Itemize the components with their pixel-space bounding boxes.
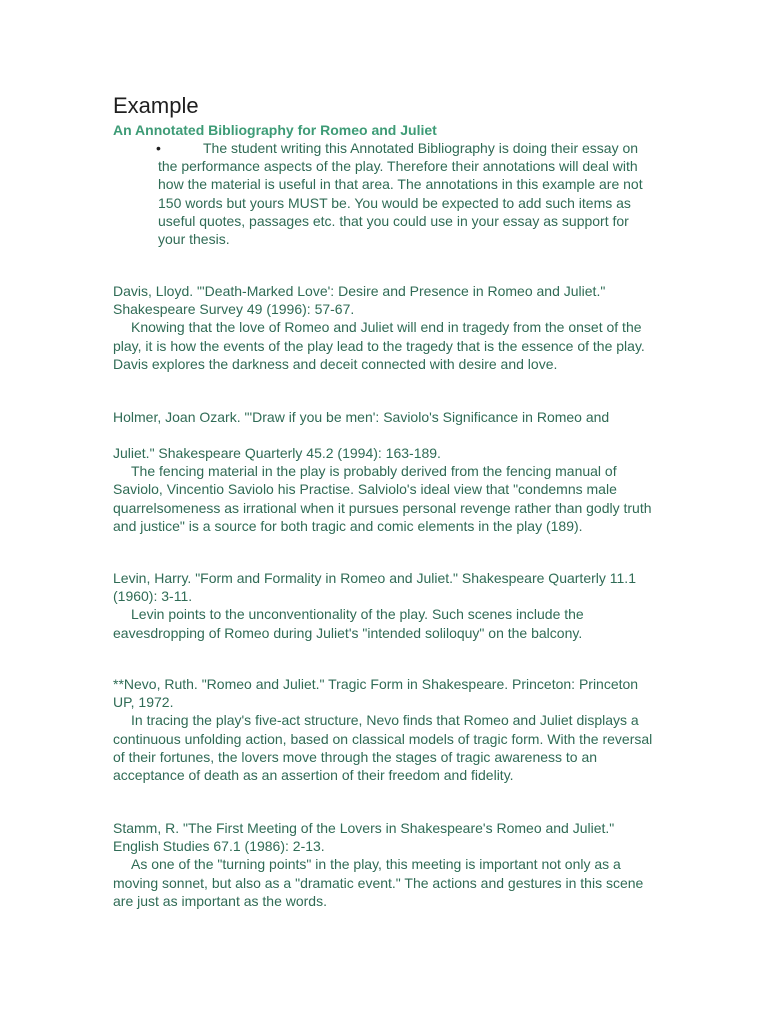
bibliography-entry-levin — [113, 569, 658, 642]
instruction-note — [158, 139, 658, 248]
entry-citation: Levin, Harry. "Form and Formality in Romeo and Juliet." Shakespeare Quarterly 11.1 (1960): 3-11. — [113, 570, 636, 605]
entry-citation: Juliet." Shakespeare Quarterly 45.2 (1994): 163-189. — [113, 445, 441, 461]
entry-annotation: In tracing the play's five-act structure, Nevo finds that Romeo and Juliet displays a continuous unfolding action, based on classical models of tragic form. With the reversal of their fortunes, the lovers move through the stages of tragic awareness to an acceptance of death as an assertion of their freedom and fidelity. — [113, 712, 653, 784]
entry-citation: **Nevo, Ruth. "Romeo and Juliet." Tragic Form in Shakespeare. Princeton: Princeton UP, 1972. — [113, 676, 639, 711]
entry-annotation: Knowing that the love of Romeo and Juliet will end in tragedy from the onset of the play, it is how the events of the play lead to the tragedy that is the essence of the play. Davis explores the darkness and deceit connected with desire and love. — [113, 319, 645, 372]
bibliography-entry-holmer — [113, 444, 658, 535]
bibliography-entry-nevo — [113, 675, 658, 784]
entry-annotation: As one of the "turning points" in the play, this meeting is important not only as a moving sonnet, but also as a "dramatic event." The actions and gestures in this scene are just as important as the words. — [113, 856, 644, 909]
bullet-marker: • — [156, 140, 161, 156]
entry-annotation: Levin points to the unconventionality of the play. Such scenes include the eavesdropping of Romeo during Juliet's "intended soliloquy" on the balcony. — [113, 606, 584, 641]
bibliography-entry-davis — [113, 282, 658, 373]
page-title: Example — [113, 93, 199, 118]
bibliography-entry-stamm — [113, 819, 658, 910]
entry-annotation: The fencing material in the play is probably derived from the fencing manual of Saviolo, Vincentio Saviolo his Practise. Salviolo's ideal view that "condemns male quarrelsomeness as irrational when it pursues personal revenge rather than godly truth and justice" is a source for both tragic and comic elements in the play (189). — [113, 463, 652, 534]
instruction-note-text: The student writing this Annotated Bibliography is doing their essay on the performance aspects of the play. Therefore their annotations will deal with how the material is useful in that area. The annotations in this example are not 150 words but yours MUST be. You would be expected to add such items as useful quotes, passages etc. that you could use in your essay as support for your thesis. — [158, 140, 643, 248]
entry-citation: Davis, Lloyd. "'Death-Marked Love': Desire and Presence in Romeo and Juliet." Shakespeare Survey 49 (1996): 57-67. — [113, 283, 606, 318]
bibliography-entry-holmer-citation-line1: Holmer, Joan Ozark. "'Draw if you be men': Saviolo's Significance in Romeo and — [113, 409, 610, 425]
entry-citation: Stamm, R. "The First Meeting of the Lovers in Shakespeare's Romeo and Juliet." English Studies 67.1 (1986): 2-13. — [113, 820, 615, 855]
page-subtitle: An Annotated Bibliography for Romeo and Juliet — [113, 122, 437, 138]
